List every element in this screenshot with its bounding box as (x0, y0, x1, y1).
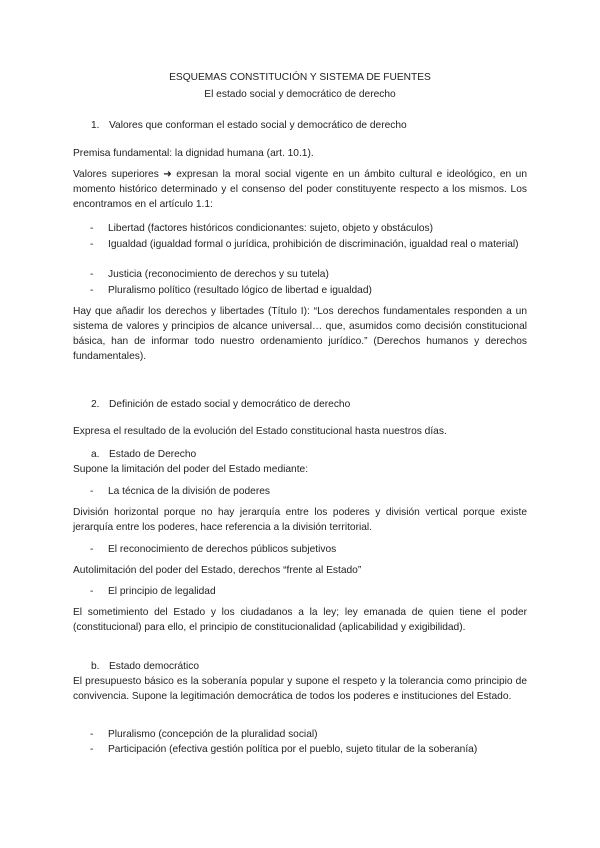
bullet-dash: - (90, 544, 94, 555)
premise-line: Premisa fundamental: la dignidad humana (art. 10.1). (73, 148, 314, 159)
rights-paragraph: Hay que añadir los derechos y libertades (Título I): “Los derechos fundamentales responden a un sistema de valores y principios de alcance universal… que, asumidos como decisión constitucional básica, han de informar todo nuestro ordenamiento jurídico.” (Derechos humanos y derechos fundamentales). (73, 306, 527, 362)
section-1-heading: Valores que conforman el estado social y democrático de derecho (109, 120, 407, 131)
value-item-justicia: Justicia (reconocimiento de derechos y su tutela) (108, 269, 329, 280)
bullet-dash: - (90, 269, 94, 280)
section-1-number: 1. (91, 120, 100, 131)
bullet-dash: - (90, 223, 94, 234)
principio-legalidad-item: El principio de legalidad (108, 586, 216, 597)
section-2-number: 2. (91, 399, 100, 410)
bullet-dash: - (90, 744, 94, 755)
value-item-libertad: Libertad (factores históricos condicionantes: sujeto, objeto y obstáculos) (108, 223, 434, 234)
value-item-igualdad: Igualdad (igualdad formal o jurídica, prohibición de discriminación, igualdad real o material) (108, 239, 519, 250)
value-item-pluralismo: Pluralismo político (resultado lógico de libertad e igualdad) (108, 285, 372, 296)
subsection-a-letter: a. (91, 449, 100, 460)
bullet-dash: - (90, 239, 94, 250)
derechos-subjetivos-item: El reconocimiento de derechos públicos subjetivos (108, 544, 337, 555)
participacion-item: Participación (efectiva gestión política por el pueblo, sujeto titular de la soberanía) (108, 744, 478, 755)
pluralismo-item: Pluralismo (concepción de la pluralidad social) (108, 729, 318, 740)
bullet-dash: - (90, 729, 94, 740)
democratico-paragraph: El presupuesto básico es la soberanía popular y supone el respeto y la tolerancia como principio de convivencia. Supone la legitimación democrática de todos los poderes e instituciones del Estado. (73, 676, 527, 702)
document-title: ESQUEMAS CONSTITUCIÓN Y SISTEMA DE FUENTES (169, 72, 431, 83)
subsection-a-intro: Supone la limitación del poder del Estado mediante: (73, 464, 309, 475)
document-subtitle: El estado social y democrático de derecho (204, 89, 396, 100)
section-2-heading: Definición de estado social y democrático de derecho (109, 399, 351, 410)
division-paragraph: División horizontal porque no hay jerarquía entre los poderes y división vertical porque existe jerarquía entre los poderes, hace referencia a la división territorial. (73, 507, 527, 533)
division-de-poderes-item: La técnica de la división de poderes (108, 486, 270, 497)
section-2-intro: Expresa el resultado de la evolución del Estado constitucional hasta nuestros días. (73, 426, 447, 437)
sometimiento-paragraph: El sometimiento del Estado y los ciudadanos a la ley; ley emanada de quien tiene el poder (constitucional) para ello, el principio de constitucionalidad (aplicabilidad y exigibilidad). (73, 607, 527, 633)
subsection-b-heading: Estado democrático (109, 661, 200, 672)
bullet-dash: - (90, 486, 94, 497)
values-paragraph: Valores superiores ➜ expresan la moral social vigente en un ámbito cultural e ideológico, en un momento histórico determinado y el consenso del poder constituyente respecto a los mismos. Los encontramos en el artículo 1.1: (73, 169, 527, 210)
subsection-b-letter: b. (91, 661, 100, 672)
bullet-dash: - (90, 586, 94, 597)
autolimitacion-line: Autolimitación del poder del Estado, derechos “frente al Estado” (73, 565, 362, 576)
subsection-a-heading: Estado de Derecho (109, 449, 197, 460)
bullet-dash: - (90, 285, 94, 296)
